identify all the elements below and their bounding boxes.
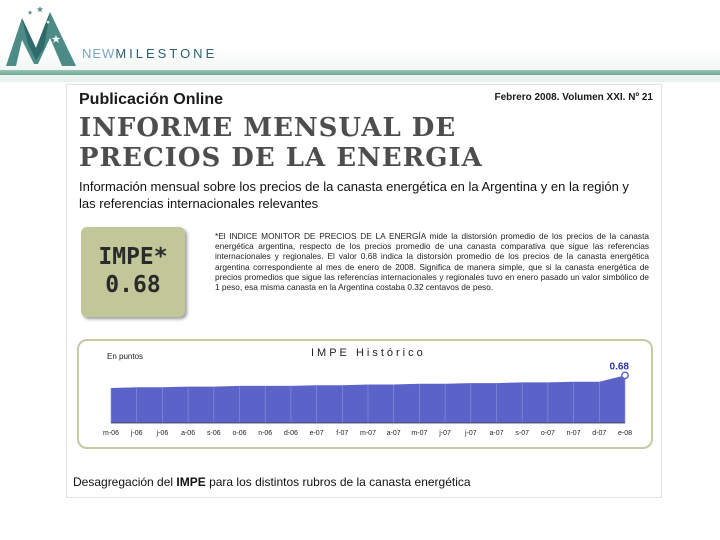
chart-x-tick-label: m-06 bbox=[103, 430, 119, 437]
chart-x-tick-label: s-07 bbox=[515, 430, 530, 437]
chart-x-tick-label: d-07 bbox=[592, 430, 607, 437]
impe-description: *El INDICE MONITOR DE PRECIOS DE LA ENERGÍA mide la distorsión promedio de los precios de la canasta energética argentina, respecto de los precios promedio de una canasta comparativa que sigue las referencias internacionales y regionales. El valor 0.68 indica la distorsión promedio de los precios de la canasta energética argentina correspondiente al mes de enero de 2008. Significa de manera simple, que si la canasta energética de precios promedios que sigue las referencias internacionales y regionales tuvo en enero pasado un valor simbólico de 1 peso, esa misma canasta en la Argentina costaba 0.32 centavos de peso. bbox=[215, 231, 649, 293]
chart-x-tick-label: j-06 bbox=[130, 430, 143, 437]
page-subtitle: Información mensual sobre los precios de la canasta energética en la Argentina y en la región y las referencias internacionales relevantes bbox=[79, 179, 629, 211]
chart-x-tick-label: f-07 bbox=[336, 430, 349, 437]
impe-value: 0.68 bbox=[105, 272, 161, 298]
chart-x-tick-label: j-07 bbox=[464, 430, 477, 437]
chart-x-tick-label: j-07 bbox=[439, 430, 451, 437]
publication-label: Publicación Online bbox=[79, 91, 224, 108]
brand-prefix: NEW bbox=[82, 46, 116, 61]
section-heading-start: Desagregación del bbox=[73, 475, 177, 489]
impe-badge bbox=[81, 227, 185, 317]
chart-x-tick-label: s-06 bbox=[206, 430, 221, 437]
chart-title: IMPE Histórico bbox=[311, 347, 426, 359]
chart-x-tick-label: n-06 bbox=[258, 430, 273, 437]
section-heading-end: para los distintos rubros de la canasta energética bbox=[205, 475, 471, 489]
brand-word: MILESTONE bbox=[115, 46, 218, 61]
new-milestone-logo bbox=[4, 4, 78, 68]
title-line-2: PRECIOS DE LA ENERGIA bbox=[79, 143, 483, 173]
chart-y-unit: En puntos bbox=[107, 352, 144, 361]
chart-x-tick-label: o-06 bbox=[232, 430, 247, 437]
chart-x-tick-label: j-06 bbox=[156, 430, 169, 437]
document-page bbox=[66, 84, 662, 498]
page-title bbox=[79, 113, 483, 173]
chart-x-tick-label: m-07 bbox=[411, 430, 428, 437]
chart-x-tick-label: a-07 bbox=[386, 430, 401, 437]
chart-x-tick-label: o-07 bbox=[540, 430, 555, 437]
chart-last-point bbox=[622, 372, 628, 378]
brand-name bbox=[82, 46, 217, 61]
title-line-1: INFORME MENSUAL DE bbox=[79, 113, 457, 143]
chart-last-value-label: 0.68 bbox=[609, 361, 629, 373]
chart-x-tick-label: a-06 bbox=[181, 430, 196, 437]
section-heading-bold: IMPE bbox=[176, 475, 206, 489]
chart-x-tick-label: e-07 bbox=[309, 430, 324, 437]
issue-label: Febrero 2008. Volumen XXI. Nº 21 bbox=[494, 92, 653, 103]
impe-label: IMPE* bbox=[98, 244, 168, 270]
chart-x-tick-label: m-07 bbox=[360, 430, 376, 437]
chart-x-tick-label: e-08 bbox=[617, 430, 633, 437]
section-heading bbox=[73, 475, 471, 489]
chart-x-tick-label: d-06 bbox=[283, 430, 298, 437]
chart-x-tick-label: a-07 bbox=[489, 430, 504, 437]
impe-history-chart bbox=[77, 339, 653, 449]
chart-x-tick-label: n-07 bbox=[566, 430, 581, 437]
header-divider bbox=[0, 70, 720, 75]
